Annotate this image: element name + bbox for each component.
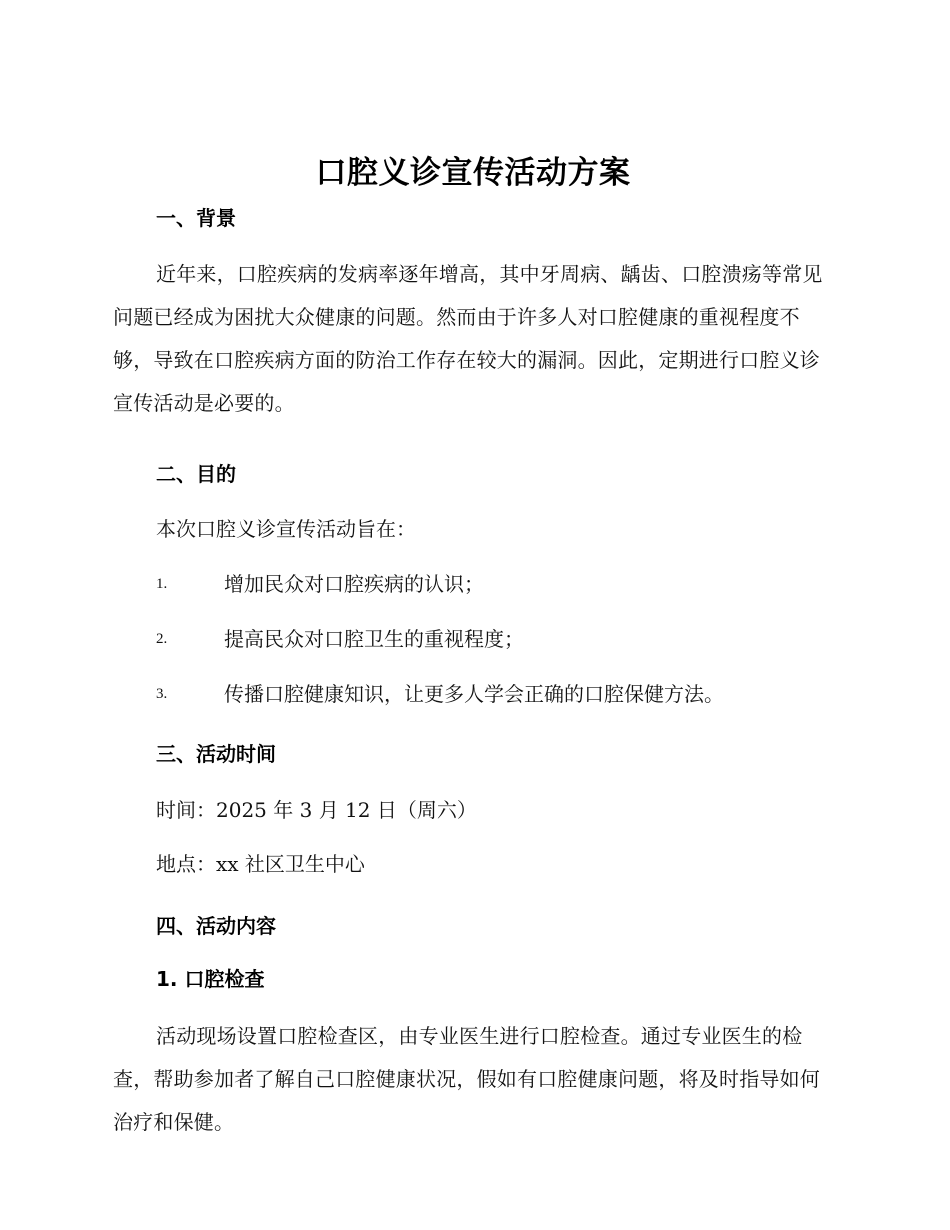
section-heading-background: 一、背景: [156, 206, 236, 230]
list-item: [113, 571, 833, 597]
goal-intro: 本次口腔义诊宣传活动旨在：: [156, 517, 416, 541]
section-heading-content: 四、活动内容: [156, 914, 276, 938]
list-item-text: 提高民众对口腔卫生的重视程度；: [224, 627, 524, 651]
background-paragraph: 近年来，口腔疾病的发病率逐年增高，其中牙周病、龋齿、口腔溃疡等常见问题已经成为困扰大众健康的问题。然而由于许多人对口腔健康的重视程度不够，导致在口腔疾病方面的防治工作存在较大的漏洞。因此，定期进行口腔义诊宣传活动是必要的。: [113, 262, 823, 415]
section-heading-goal: 二、目的: [156, 462, 236, 486]
event-time: 时间：2025 年 3 月 12 日（周六）: [156, 798, 477, 822]
list-item-number: 1.: [156, 576, 168, 592]
event-place: 地点：xx 社区卫生中心: [156, 852, 365, 876]
oral-check-paragraph: 活动现场设置口腔检查区，由专业医生进行口腔检查。通过专业医生的检查，帮助参加者了解自己口腔健康状况，假如有口腔健康问题，将及时指导如何治疗和保健。: [113, 1024, 820, 1134]
list-item: [113, 681, 833, 707]
list-item-text: 增加民众对口腔疾病的认识；: [224, 572, 484, 596]
sub-heading-oral-check: 1. 口腔检查: [156, 967, 265, 991]
list-item-text: 传播口腔健康知识，让更多人学会正确的口腔保健方法。: [224, 682, 724, 706]
list-item: [113, 626, 833, 652]
list-item-number: 3.: [156, 686, 168, 702]
list-item-number: 2.: [156, 631, 168, 647]
page-title: 口腔义诊宣传活动方案: [315, 155, 631, 191]
goal-list: [113, 571, 833, 707]
section-heading-time: 三、活动时间: [156, 742, 276, 766]
document-page: [113, 148, 833, 1144]
